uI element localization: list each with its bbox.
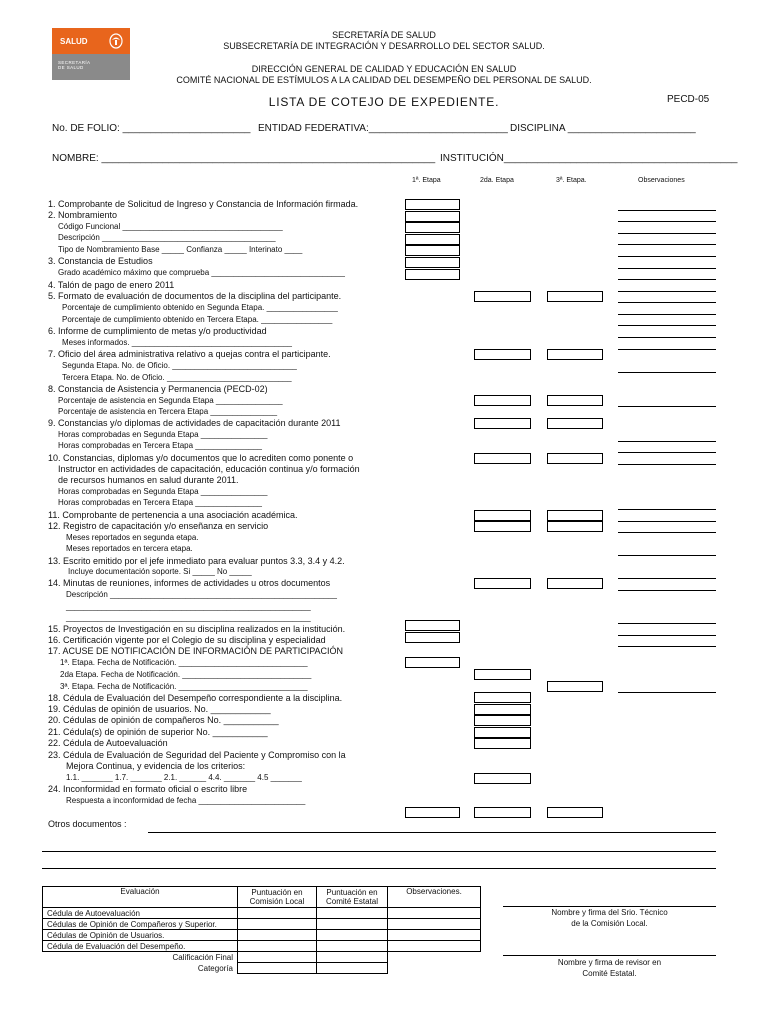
etapa-2-checkbox[interactable] bbox=[474, 291, 531, 302]
summary-header-comite-estatal-b: Comité Estatal bbox=[325, 897, 379, 906]
etapa-1-checkbox[interactable] bbox=[405, 211, 460, 222]
page-title: LISTA DE COTEJO DE EXPEDIENTE. bbox=[268, 95, 500, 109]
checklist-line: de recursos humanos en salud durante 2011. bbox=[58, 475, 239, 485]
observation-line[interactable] bbox=[618, 635, 716, 636]
etapa-2-checkbox[interactable] bbox=[474, 395, 531, 406]
logo-brand: SALUD bbox=[60, 36, 88, 46]
etapa-3-checkbox[interactable] bbox=[547, 510, 603, 521]
signature-2-label-a: Nombre y firma de revisor en bbox=[557, 958, 662, 967]
etapa-1-checkbox[interactable] bbox=[405, 234, 460, 245]
summary-cell[interactable] bbox=[317, 919, 388, 930]
checklist-line: 10. Constancias, diplomas y/o documentos que lo acrediten como ponente o bbox=[48, 453, 354, 463]
evaluation-summary-table bbox=[42, 886, 481, 974]
logo-sub2: DE SALUD bbox=[58, 65, 84, 70]
summary-row-label: Cédulas de Opinión de Usuarios. bbox=[43, 930, 238, 941]
checklist-line: Segunda Etapa. No. de Oficio. ____________________________ bbox=[62, 361, 297, 370]
observation-line[interactable] bbox=[618, 256, 716, 257]
observation-line[interactable] bbox=[618, 279, 716, 280]
checklist-line: Tipo de Nombramiento Base _____ Confianza _____ Interinato ____ bbox=[58, 245, 303, 254]
checklist-line: Tercera Etapa. No. de Oficio. ____________________________ bbox=[62, 373, 292, 382]
signature-line-1[interactable] bbox=[503, 906, 716, 907]
etapa-2-checkbox[interactable] bbox=[474, 510, 531, 521]
summary-cell[interactable] bbox=[317, 941, 388, 952]
col-etapa-1: 1ª. Etapa bbox=[412, 177, 441, 184]
checklist-line: 24. Inconformidad en formato oficial o escrito libre bbox=[48, 784, 248, 794]
observation-line[interactable] bbox=[618, 555, 716, 556]
observation-line[interactable] bbox=[618, 337, 716, 338]
checklist-line: Incluye documentación soporte. Si _____ No _____ bbox=[68, 567, 252, 576]
checklist-line: 2. Nombramiento bbox=[48, 210, 118, 220]
col-observaciones: Observaciones bbox=[638, 177, 685, 184]
header-line-4: COMITÉ NACIONAL DE ESTÍMULOS A LA CALIDAD DEL DESEMPEÑO DEL PERSONAL DE SALUD. bbox=[176, 75, 592, 85]
header-line-3: DIRECCIÓN GENERAL DE CALIDAD Y EDUCACIÓN EN SALUD bbox=[251, 64, 517, 74]
summary-header-row bbox=[43, 887, 481, 908]
checklist-line: 20. Cédulas de opinión de compañeros No. ___________ bbox=[48, 715, 279, 725]
etapa-3-checkbox[interactable] bbox=[547, 291, 603, 302]
checklist-line: 8. Constancia de Asistencia y Permanencia (PECD-02) bbox=[48, 384, 268, 394]
observation-line[interactable] bbox=[618, 314, 716, 315]
summary-cell[interactable] bbox=[317, 908, 388, 919]
etapa-1-checkbox[interactable] bbox=[405, 807, 460, 818]
checklist-line: 1.1. _______ 1.7. _______ 2.1. ______ 4.4. _______ 4.5 _______ bbox=[66, 773, 302, 782]
summary-blank bbox=[388, 963, 481, 974]
observation-line[interactable] bbox=[618, 509, 716, 510]
checklist-line: Porcentaje de asistencia en Segunda Etapa _______________ bbox=[58, 396, 283, 405]
summary-cell[interactable] bbox=[238, 908, 317, 919]
entidad-field[interactable]: ENTIDAD FEDERATIVA:_________________________ bbox=[258, 123, 508, 134]
checklist-line: 5. Formato de evaluación de documentos de la disciplina del participante. bbox=[48, 291, 342, 301]
summary-header-comite-estatal bbox=[317, 887, 388, 908]
checklist-line: 18. Cédula de Evaluación del Desempeño correspondiente a la disciplina. bbox=[48, 693, 343, 703]
observation-line[interactable] bbox=[618, 590, 716, 591]
observation-line[interactable] bbox=[618, 464, 716, 465]
form-code: PECD-05 bbox=[667, 94, 710, 105]
summary-row-label: Cédulas de Opinión de Compañeros y Superior. bbox=[43, 919, 238, 930]
etapa-3-checkbox[interactable] bbox=[547, 681, 603, 692]
etapa-1-checkbox[interactable] bbox=[405, 269, 460, 280]
checklist-line: Horas comprobadas en Segunda Etapa _______________ bbox=[58, 487, 268, 496]
summary-cell[interactable] bbox=[238, 963, 317, 974]
logo-sub1: SECRETARÍA bbox=[58, 60, 91, 65]
summary-header-comision-local-a: Puntuación en bbox=[251, 888, 303, 897]
observation-line[interactable] bbox=[618, 349, 716, 350]
observation-line[interactable] bbox=[618, 302, 716, 303]
checklist-line: 16. Certificación vigente por el Colegio de su disciplina y especialidad bbox=[48, 635, 326, 645]
summary-cell[interactable] bbox=[238, 941, 317, 952]
checklist-line: _______________________________________________________ bbox=[66, 602, 311, 611]
table-row bbox=[43, 941, 481, 952]
checklist-line: 1ª. Etapa. Fecha de Notificación. _____________________________ bbox=[60, 658, 308, 667]
etapa-2-checkbox[interactable] bbox=[474, 521, 531, 532]
observation-line[interactable] bbox=[618, 692, 716, 693]
summary-row-label: Categoría bbox=[197, 963, 233, 973]
checklist-line: 17. ACUSE DE NOTIFICACIÓN DE INFORMACIÓN DE PARTICIPACIÓN bbox=[48, 646, 344, 656]
summary-header-observaciones: Observaciones. bbox=[388, 887, 481, 908]
header-line-2: SUBSECRETARÍA DE INTEGRACIÓN Y DESARROLLO DEL SECTOR SALUD. bbox=[223, 41, 545, 51]
otros-line-1[interactable] bbox=[148, 832, 716, 833]
etapa-2-checkbox[interactable] bbox=[474, 773, 531, 784]
summary-cell[interactable] bbox=[317, 952, 388, 963]
etapa-2-checkbox[interactable] bbox=[474, 453, 531, 464]
summary-row-label: Cédula de Evaluación del Desempeño. bbox=[43, 941, 238, 952]
otros-documentos-label: Otros documentos : bbox=[48, 819, 127, 829]
etapa-3-checkbox[interactable] bbox=[547, 453, 603, 464]
summary-header-comite-estatal-a: Puntuación en bbox=[326, 888, 378, 897]
checklist-line: Descripción _______________________________________ bbox=[58, 233, 276, 242]
checklist-line: 7. Oficio del área administrativa relativo a quejas contra el participante. bbox=[48, 349, 331, 359]
checklist-line: 2da Etapa. Fecha de Notificación. _____________________________ bbox=[60, 670, 312, 679]
observation-line[interactable] bbox=[618, 291, 716, 292]
summary-cell[interactable] bbox=[238, 930, 317, 941]
table-row bbox=[43, 908, 481, 919]
institucion-field[interactable]: INSTITUCIÓN__________________________________________ bbox=[440, 153, 738, 164]
checklist-line: Horas comprobadas en Tercera Etapa _______________ bbox=[58, 441, 262, 450]
etapa-2-checkbox[interactable] bbox=[474, 418, 531, 429]
summary-cell[interactable] bbox=[388, 941, 481, 952]
checklist-line: 12. Registro de capacitación y/o enseñanza en servicio bbox=[48, 521, 269, 531]
checklist-line: 21. Cédula(s) de opinión de superior No. ___________ bbox=[48, 727, 268, 737]
checklist-line: 9. Constancias y/o diplomas de actividades de capacitación durante 2011 bbox=[48, 418, 341, 428]
etapa-2-checkbox[interactable] bbox=[474, 738, 531, 749]
signature-1-label-a: Nombre y firma del Srio. Técnico bbox=[551, 908, 668, 917]
col-etapa-2: 2da. Etapa bbox=[480, 177, 514, 184]
signature-1-label-b: de la Comisión Local. bbox=[571, 919, 648, 928]
checklist-line: Horas comprobadas en Segunda Etapa _______________ bbox=[58, 430, 268, 439]
col-etapa-3: 3ª. Etapa. bbox=[556, 177, 587, 184]
checklist-line: Código Funcional ____________________________________ bbox=[58, 222, 283, 231]
etapa-3-checkbox[interactable] bbox=[547, 349, 603, 360]
table-row bbox=[43, 963, 481, 974]
summary-cell[interactable] bbox=[388, 919, 481, 930]
etapa-3-checkbox[interactable] bbox=[547, 418, 603, 429]
checklist-line: Porcentaje de cumplimiento obtenido en Tercera Etapa. ________________ bbox=[62, 315, 333, 324]
observation-line[interactable] bbox=[618, 521, 716, 522]
summary-cell[interactable] bbox=[238, 952, 317, 963]
etapa-1-checkbox[interactable] bbox=[405, 620, 460, 631]
table-row bbox=[43, 952, 481, 963]
etapa-2-checkbox[interactable] bbox=[474, 727, 531, 738]
checklist-line: Mejora Continua, y evidencia de los criterios: bbox=[66, 761, 246, 771]
etapa-2-checkbox[interactable] bbox=[474, 715, 531, 726]
observation-line[interactable] bbox=[618, 623, 716, 624]
summary-cell[interactable] bbox=[388, 908, 481, 919]
signature-line-2[interactable] bbox=[503, 955, 716, 956]
observation-line[interactable] bbox=[618, 325, 716, 326]
checklist-line: Meses reportados en segunda etapa. bbox=[66, 533, 199, 542]
checklist-line: Horas comprobadas en Tercera Etapa _______________ bbox=[58, 498, 262, 507]
checklist-line: 4. Talón de pago de enero 2011 bbox=[48, 280, 175, 290]
etapa-2-checkbox[interactable] bbox=[474, 704, 531, 715]
summary-header-comision-local-b: Comisión Local bbox=[249, 897, 305, 906]
etapa-1-checkbox[interactable] bbox=[405, 199, 460, 210]
disciplina-field[interactable]: DISCIPLINA _______________________ bbox=[510, 123, 696, 134]
table-row bbox=[43, 930, 481, 941]
summary-header-evaluacion: Evaluación bbox=[43, 887, 238, 908]
observation-line[interactable] bbox=[618, 210, 716, 211]
etapa-3-checkbox[interactable] bbox=[547, 395, 603, 406]
etapa-3-checkbox[interactable] bbox=[547, 521, 603, 532]
summary-cell[interactable] bbox=[388, 930, 481, 941]
etapa-1-checkbox[interactable] bbox=[405, 632, 460, 643]
checklist-line: 14. Minutas de reuniones, informes de actividades u otros documentos bbox=[48, 578, 331, 588]
etapa-2-checkbox[interactable] bbox=[474, 578, 531, 589]
checklist-line: Grado académico máximo que comprueba ______________________________ bbox=[58, 268, 345, 277]
checklist-line: Instructor en actividades de capacitación, educación continua y/o formación bbox=[58, 464, 360, 474]
header-line-1: SECRETARÍA DE SALUD bbox=[332, 30, 436, 40]
summary-cell[interactable] bbox=[317, 963, 388, 974]
observation-line[interactable] bbox=[618, 244, 716, 245]
checklist-line: 15. Proyectos de Investigación en su disciplina realizados en la institución. bbox=[48, 624, 346, 634]
etapa-2-checkbox[interactable] bbox=[474, 349, 531, 360]
checklist-line: 22. Cédula de Autoevaluación bbox=[48, 738, 168, 748]
checklist-line: 13. Escrito emitido por el jefe inmediato para evaluar puntos 3.3, 3.4 y 4.2. bbox=[48, 556, 345, 566]
checklist-line: Meses informados. ____________________________________ bbox=[62, 338, 292, 347]
observation-line[interactable] bbox=[618, 221, 716, 222]
summary-blank bbox=[388, 952, 481, 963]
summary-cell[interactable] bbox=[238, 919, 317, 930]
observation-line[interactable] bbox=[618, 452, 716, 453]
checklist-line: 19. Cédulas de opinión de usuarios. No. ____________ bbox=[48, 704, 271, 714]
checklist-line: 3ª. Etapa. Fecha de Notificación. _____________________________ bbox=[60, 682, 308, 691]
observation-line[interactable] bbox=[618, 372, 716, 373]
etapa-1-checkbox[interactable] bbox=[405, 657, 460, 668]
summary-cell[interactable] bbox=[317, 930, 388, 941]
observation-line[interactable] bbox=[618, 233, 716, 234]
checklist-line: Respuesta a inconformidad de fecha ________________________ bbox=[66, 796, 306, 805]
etapa-1-checkbox[interactable] bbox=[405, 257, 460, 268]
checklist-line: Meses reportados en tercera etapa. bbox=[66, 544, 193, 553]
observation-line[interactable] bbox=[618, 268, 716, 269]
etapa-2-checkbox[interactable] bbox=[474, 807, 531, 818]
etapa-2-checkbox[interactable] bbox=[474, 669, 531, 680]
checklist-line: 6. Informe de cumplimiento de metas y/o productividad bbox=[48, 326, 267, 336]
checklist-line: 1. Comprobante de Solicitud de Ingreso y Constancia de Información firmada. bbox=[48, 199, 359, 209]
observation-line[interactable] bbox=[618, 578, 716, 579]
checklist-line: _______________________________________________________ bbox=[66, 613, 311, 622]
etapa-3-checkbox[interactable] bbox=[547, 807, 603, 818]
etapa-1-checkbox[interactable] bbox=[405, 245, 460, 256]
nombre-field[interactable]: NOMBRE: ____________________________________________________________ bbox=[52, 153, 436, 164]
checklist-line: Porcentaje de asistencia en Tercera Etapa _______________ bbox=[58, 407, 278, 416]
etapa-1-checkbox[interactable] bbox=[405, 222, 460, 233]
otros-line-3[interactable] bbox=[42, 868, 716, 869]
checklist-line: 11. Comprobante de pertenencia a una asociación académica. bbox=[48, 510, 298, 520]
checklist-line: Descripción ___________________________________________________ bbox=[66, 590, 337, 599]
etapa-2-checkbox[interactable] bbox=[474, 692, 531, 703]
observation-line[interactable] bbox=[618, 441, 716, 442]
summary-row-label: Calificación Final bbox=[172, 952, 233, 962]
observation-line[interactable] bbox=[618, 406, 716, 407]
table-row bbox=[43, 919, 481, 930]
signature-2-label-b: Comité Estatal. bbox=[582, 969, 637, 978]
observation-line[interactable] bbox=[618, 532, 716, 533]
etapa-3-checkbox[interactable] bbox=[547, 578, 603, 589]
checklist-line: 23. Cédula de Evaluación de Seguridad del Paciente y Compromiso con la bbox=[48, 750, 346, 760]
summary-row-label: Cédula de Autoevaluación bbox=[43, 908, 238, 919]
folio-field[interactable]: No. DE FOLIO: _______________________ bbox=[52, 123, 251, 134]
observation-line[interactable] bbox=[618, 646, 716, 647]
otros-line-2[interactable] bbox=[42, 851, 716, 852]
summary-header-comision-local bbox=[238, 887, 317, 908]
checklist-line: Porcentaje de cumplimiento obtenido en Segunda Etapa. ________________ bbox=[62, 303, 338, 312]
checklist-line: 3. Constancia de Estudios bbox=[48, 256, 153, 266]
